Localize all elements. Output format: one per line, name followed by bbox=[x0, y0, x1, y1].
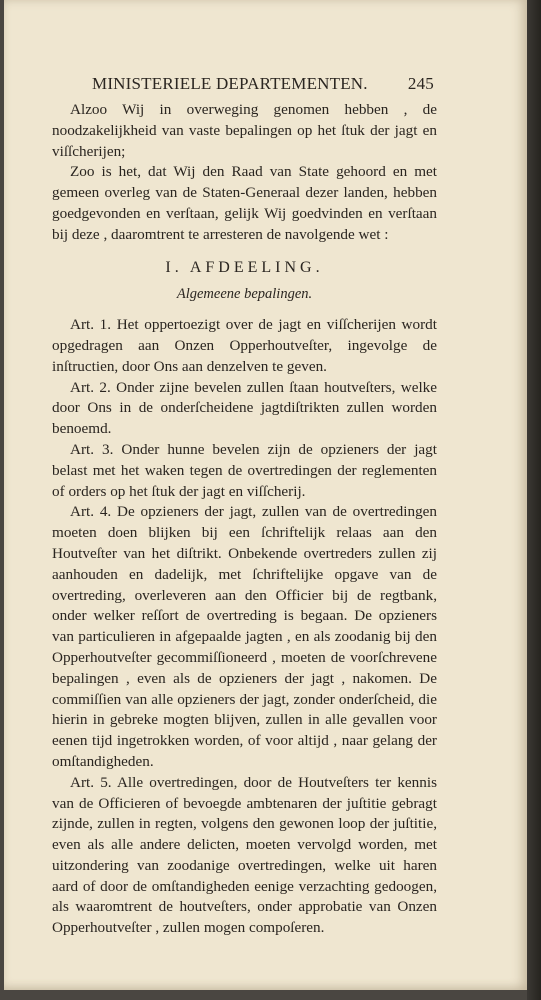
article-5: Art. 5. Alle overtredingen, door de Houtveſters ter kennis van de Officieren of bevoegde ambtenaren der juſtitie gebragt zijnde, zullen in regten, volgens den gewonen loop der juſtitie, even als alle andere delicten, moeten vervolgd worden, met uitzondering van zoodanige overtredingen, welke uit haren aard of door de omſtandigheden eenige verzachting gedoogen, als waaromtrent de houtveſters, onder approbatie van Onzen Opperhoutveſter , zullen mogen compoſeren. bbox=[52, 773, 437, 937]
article-4: Art. 4. De opzieners der jagt, zullen van de overtredingen moeten doen blijken bij een ſchriftelijk relaas aan den Houtveſter van het diſtrikt. Onbekende overtreders zullen zij aanhouden en dadelijk, met ſchriftelijke opgave van de overtreding, overleveren aan den Officier bij de regtbank, onder welker reſſort de overtreding is begaan. De opzieners van particulieren in afgepaalde jagten , en als zoodanig bij den Opperhoutveſter gecommiſſioneerd , moeten de voorſchrevene bepalingen , even als de opzieners der jagt , nakomen. De commiſſien van alle opzieners der jagt, zonder onderſcheid, die hierin in gebreke mogten blijven, zullen in alle gevallen voor eenen tijd ingetrokken worden, of voor altijd , naar gelang der omſtandigheden. bbox=[52, 503, 437, 770]
section-subtitle: Algemeene bepalingen. bbox=[176, 286, 313, 303]
book-spine-edge bbox=[527, 0, 541, 1000]
intro-paragraph-1: Alzoo Wij in overweging genomen hebben , de noodzakelijkheid van vaste bepalingen op het ſtuk der jagt en viſſcherijen; bbox=[52, 101, 437, 160]
intro-paragraph-2: Zoo is het, dat Wij den Raad van State gehoord en met gemeen overleg van de Staten-Generaal dezer landen, hebben goedgevonden en verſtaan, gelijk Wij goedvinden en verſtaan bij deze , daaromtrent te arresteren de navolgende wet : bbox=[52, 163, 437, 243]
article-2: Art. 2. Onder zijne bevelen zullen ſtaan houtveſters, welke door Ons in de onderſcheidene jagtdiſtrikten zullen worden benoemd. bbox=[52, 378, 437, 438]
article-1: Art. 1. Het oppertoezigt over de jagt en viſſcherijen wordt opgedragen aan Onzen Opperhoutveſter, ingevolge de inſtructien, door Ons aan denzelven te geven. bbox=[52, 316, 437, 375]
book-page bbox=[4, 0, 527, 990]
body-text bbox=[52, 100, 437, 939]
article-3: Art. 3. Onder hunne bevelen zijn de opzieners der jagt belast met het waken tegen de overtredingen der reglementen of orders op het ſtuk der jagt en viſſcherij. bbox=[52, 440, 437, 500]
section-title: I. AFDEELING. bbox=[165, 258, 324, 276]
running-header bbox=[92, 74, 434, 94]
header-title: MINISTERIELE DEPARTEMENTEN. bbox=[92, 74, 368, 93]
page-number: 245 bbox=[407, 74, 434, 93]
